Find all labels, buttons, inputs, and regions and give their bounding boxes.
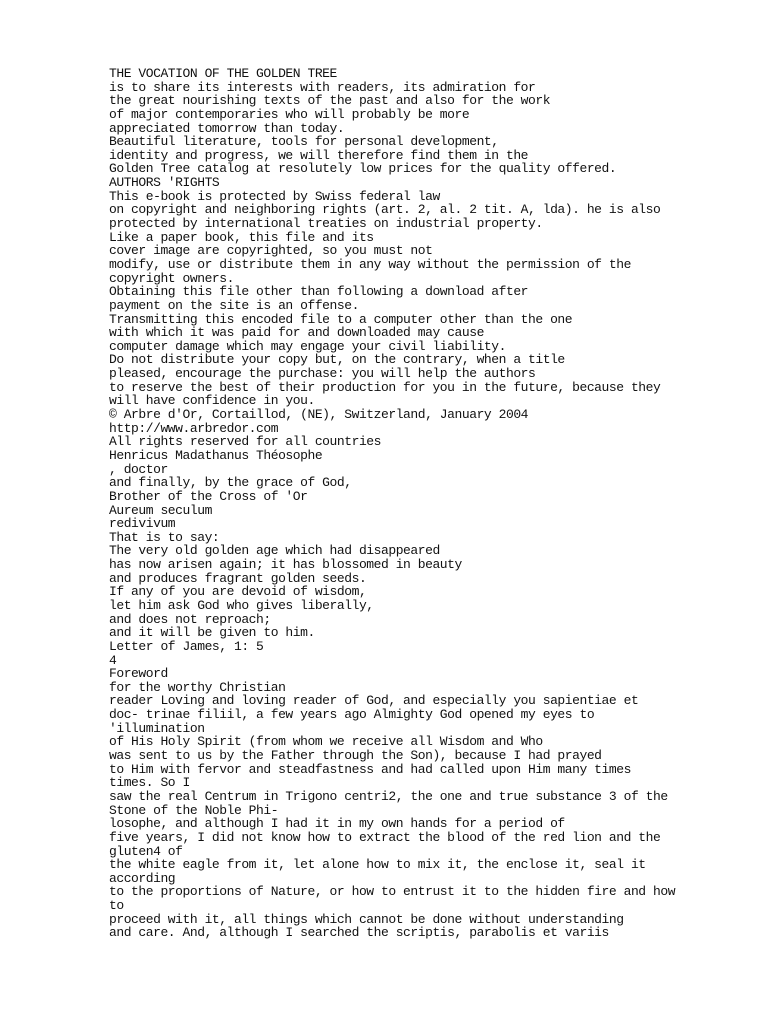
- text-line: AUTHORS 'RIGHTS: [109, 175, 220, 191]
- text-line: Like a paper book, this file and its: [109, 229, 374, 245]
- text-line: If any of you are devoid of wisdom,: [109, 584, 367, 600]
- text-line: and care. And, although I searched the scriptis, parabolis et variis: [109, 925, 609, 941]
- text-line: appreciated tomorrow than today.: [109, 120, 345, 136]
- text-line: will have confidence in you.: [109, 393, 315, 409]
- text-line: Beautiful literature, tools for personal development,: [109, 134, 499, 150]
- text-line: according: [109, 870, 176, 886]
- text-line: 'illumination: [109, 720, 205, 736]
- text-line: The very old golden age which had disappeared: [109, 543, 440, 559]
- text-line: This e-book is protected by Swiss federal law: [109, 188, 440, 204]
- text-line: Brother of the Cross of 'Or: [109, 488, 308, 504]
- text-line: the white eagle from it, let alone how to mix it, the enclose it, seal it: [109, 857, 646, 873]
- text-line: and produces fragrant golden seeds.: [109, 570, 367, 586]
- text-line: © Arbre d'Or, Cortaillod, (NE), Switzerland, January 2004: [109, 407, 529, 423]
- text-line: to Him with fervor and steadfastness and had called upon Him many times: [109, 761, 631, 777]
- text-line: for the worthy Christian: [109, 679, 286, 695]
- text-line: copyright owners.: [109, 270, 234, 286]
- text-line: saw the real Centrum in Trigono centri2, the one and true substance 3 of the: [109, 788, 668, 804]
- text-line: of His Holy Spirit (from whom we receive all Wisdom and Who: [109, 734, 543, 750]
- text-line: payment on the site is an offense.: [109, 297, 359, 313]
- text-line: Stone of the Noble Phi-: [109, 802, 279, 818]
- text-line: is to share its interests with readers, its admiration for: [109, 79, 536, 95]
- text-line: computer damage which may engage your civil liability.: [109, 338, 506, 354]
- text-line: reader Loving and loving reader of God, and especially you sapientiae et: [109, 693, 639, 709]
- text-line: THE VOCATION OF THE GOLDEN TREE: [109, 66, 337, 81]
- text-line: to the proportions of Nature, or how to entrust it to the hidden fire and how: [109, 884, 676, 900]
- text-line: was sent to us by the Father through the Son), because I had prayed: [109, 748, 602, 764]
- text-line: losophe, and although I had it in my own hands for a period of: [109, 816, 565, 832]
- text-line: and does not reproach;: [109, 611, 271, 627]
- text-line: to reserve the best of their production for you in the future, because they: [109, 379, 661, 395]
- text-line: Letter of James, 1: 5: [109, 638, 264, 654]
- text-line: Henricus Madathanus Théosophe: [109, 447, 323, 463]
- text-line: proceed with it, all things which cannot be done without understanding: [109, 911, 624, 927]
- text-line: and finally, by the grace of God,: [109, 475, 352, 491]
- text-line: let him ask God who gives liberally,: [109, 597, 374, 613]
- text-line: 4: [109, 652, 117, 668]
- text-line: Foreword: [109, 666, 168, 682]
- text-line: Aureum seculum: [109, 502, 212, 518]
- text-line: Do not distribute your copy but, on the contrary, when a title: [109, 352, 565, 368]
- text-line: redivivum: [109, 516, 176, 532]
- text-line: modify, use or distribute them in any way without the permission of the: [109, 256, 631, 272]
- text-line: identity and progress, we will therefore find them in the: [109, 147, 529, 163]
- text-line: http://www.arbredor.com: [109, 420, 279, 436]
- text-line: That is to say:: [109, 529, 220, 545]
- text-line: , doctor: [109, 461, 168, 477]
- text-line: on copyright and neighboring rights (art. 2, al. 2 tit. A, lda). he is also: [109, 202, 661, 218]
- text-line: of major contemporaries who will probably be more: [109, 106, 470, 122]
- text-line: doc- trinae filiil, a few years ago Almighty God opened my eyes to: [109, 707, 595, 723]
- text-line: All rights reserved for all countries: [109, 434, 381, 450]
- text-line: Obtaining this file other than following a download after: [109, 284, 529, 300]
- text-line: five years, I did not know how to extract the blood of the red lion and the: [109, 829, 661, 845]
- text-line: Golden Tree catalog at resolutely low prices for the quality offered.: [109, 161, 617, 177]
- text-line: and it will be given to him.: [109, 625, 315, 641]
- text-line: the great nourishing texts of the past and also for the work: [109, 93, 551, 109]
- text-line: cover image are copyrighted, so you must not: [109, 243, 433, 259]
- text-line: Transmitting this encoded file to a computer other than the one: [109, 311, 573, 327]
- text-line: pleased, encourage the purchase: you will help the authors: [109, 366, 536, 382]
- document-page: [109, 67, 759, 940]
- text-line: with which it was paid for and downloaded may cause: [109, 325, 484, 341]
- text-line: protected by international treaties on industrial property.: [109, 216, 543, 232]
- text-line: has now arisen again; it has blossomed in beauty: [109, 557, 462, 573]
- text-line: gluten4 of: [109, 843, 183, 859]
- text-line: to: [109, 898, 124, 914]
- text-line: times. So I: [109, 775, 190, 791]
